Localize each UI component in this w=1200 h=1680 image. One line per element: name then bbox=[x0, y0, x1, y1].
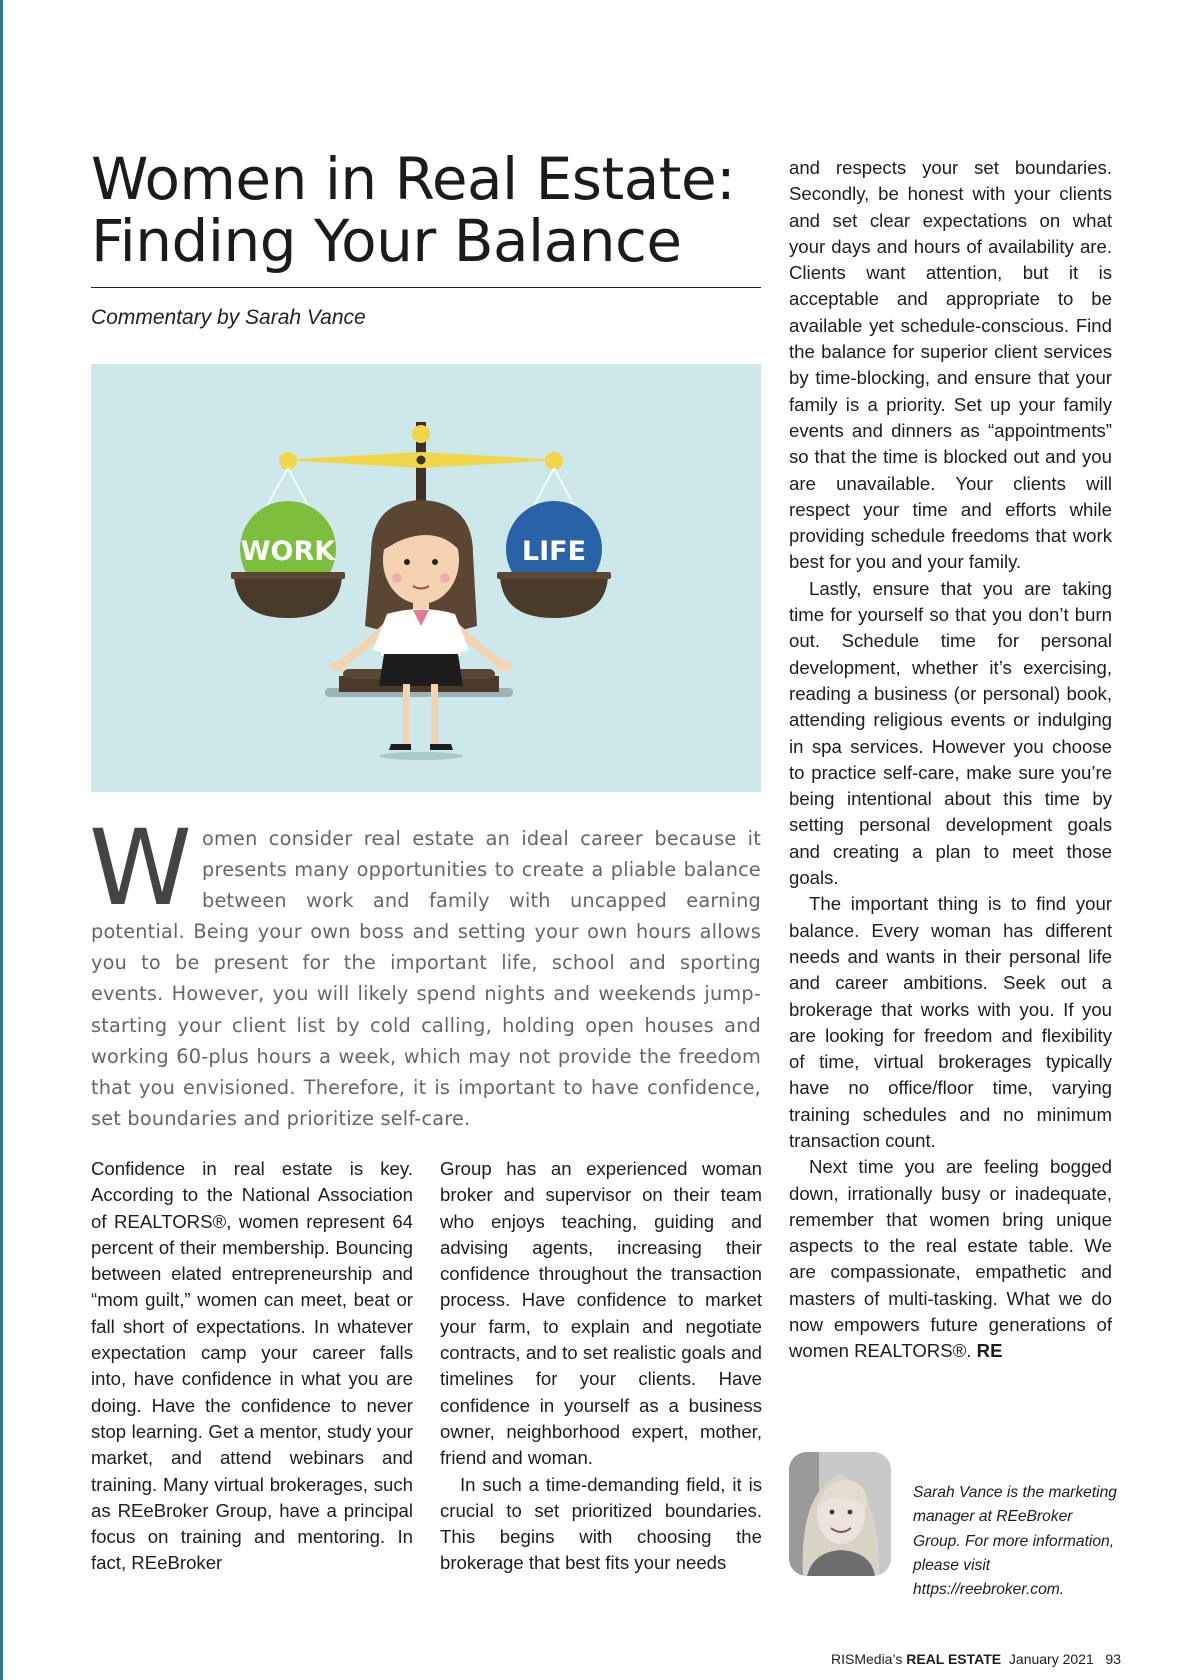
author-photo bbox=[789, 1452, 891, 1576]
title-line-1: Women in Real Estate: bbox=[91, 145, 736, 213]
work-bowl-rim bbox=[231, 572, 345, 579]
life-bowl-rim bbox=[497, 572, 611, 579]
woman-left-cheek bbox=[392, 573, 402, 583]
body-paragraph: The important thing is to find your balance. Every woman has different needs and wants in their personal life and career ambitions. Seek out a brokerage that works with you. If you are looking for freedom and flexibility of time, virtual brokerages typically have no office/floor time, varying training schedules and no minimum transaction count. bbox=[789, 893, 1112, 1151]
end-mark: RE bbox=[976, 1340, 1003, 1362]
woman-right-shoe bbox=[430, 744, 453, 750]
woman-right-eye bbox=[432, 559, 438, 565]
life-label: LIFE bbox=[521, 536, 587, 567]
byline: Commentary by Sarah Vance bbox=[91, 306, 366, 329]
final-paragraph-text: Next time you are feeling bogged down, irrationally busy or inadequate, remember that women bring unique aspects to the real estate table. We are compassionate, empathetic and masters of multi-tasking. What we do now empowers future generations of women REALTORS®. bbox=[789, 1156, 1112, 1362]
beam-pivot bbox=[417, 456, 426, 465]
woman-left-hand bbox=[330, 661, 346, 671]
beam-left-end bbox=[279, 452, 297, 470]
body-paragraph: Group has an experienced woman broker and supervisor on their team who enjoys teaching, guiding and advising agents, increasing their confidence throughout the transaction process. Have confidence to market your farm, to explain and negotiate contracts, and to set realistic goals and timelines for your clients. Have confidence in yourself as a business owner, neighborhood expert, mother, friend and woman. bbox=[440, 1158, 762, 1469]
body-column-3 bbox=[789, 155, 1112, 1365]
footer-issue: January 2021 bbox=[1008, 1651, 1094, 1667]
footer-publication: RISMedia’s bbox=[831, 1651, 903, 1667]
body-paragraph: Lastly, ensure that you are taking time for yourself so that you don’t burn out. Schedule time for personal development, whether it’s exercising, reading a business (or personal) book, attending religious events or indulging in spa services. However you choose to practice self-care, make sure you’re being intentional about this time by setting personal development goals and creating a plan to meet those goals. bbox=[789, 577, 1112, 889]
body-column-1 bbox=[91, 1156, 413, 1577]
author-portrait bbox=[789, 1452, 891, 1576]
scale-top-knob bbox=[412, 425, 430, 443]
page-footer bbox=[831, 1651, 1121, 1667]
body-paragraph: and respects your set boundaries. Secondly, be honest with your clients and set clear expectations on what your days and hours of availability are. Clients want attention, but it is acceptable and appropriate to be available yet schedule-conscious. Find the balance for superior client services by time-blocking, and ensure that your family is a priority. Set up your family events and dinners as “appointments” so that the time is blocked out and you are unavailable. Your clients will respect your time and efforts while providing schedule freedoms that work best for you and your family. bbox=[789, 157, 1112, 573]
title-line-2: Finding Your Balance bbox=[91, 207, 682, 275]
life-bowl bbox=[500, 577, 608, 618]
woman-left-leg bbox=[403, 684, 410, 744]
author-bio: Sarah Vance is the marketing manager at REeBroker Group. For more information, please visit https://reebroker.com. bbox=[913, 1484, 1117, 1599]
lead-text: omen consider real estate an ideal career because it presents many opportunities to create a pliable balance between work and family with uncapped earning potential. Being your own boss and setting your own hours allows you to be present for the important life, school and sporting events. However, you will likely spend nights and weekends jump-starting your client list by cold calling, holding open houses and working 60-plus hours a week, which may not provide the freedom that you envisioned. Therefore, it is important to have confidence, set boundaries and prioritize self-care. bbox=[91, 827, 761, 1130]
lead-paragraph bbox=[89, 807, 761, 1134]
page-edge-line bbox=[0, 0, 3, 1680]
woman-left-eye bbox=[404, 559, 410, 565]
body-column-2 bbox=[440, 1156, 762, 1577]
woman-right-leg bbox=[431, 684, 438, 744]
scale-woman-illustration bbox=[91, 364, 761, 792]
page-number: 93 bbox=[1105, 1651, 1121, 1667]
article-title bbox=[91, 145, 771, 275]
beam-right-end bbox=[545, 452, 563, 470]
woman-right-cheek bbox=[440, 573, 450, 583]
body-paragraph: Confidence in real estate is key. According to the National Association of REALTORS®, women represent 64 percent of their membership. Bouncing between elated entrepreneurship and “mom guilt,” women can meet, beat or fall short of expectations. In whatever expectation camp your career falls into, have confidence in what you are doing. Have the confidence to never stop learning. Get a mentor, study your market, and attend webinars and training. Many virtual brokerages, such as REeBroker Group, have a principal focus on training and mentoring. In fact, REeBroker bbox=[91, 1158, 413, 1574]
drop-cap: W bbox=[89, 807, 193, 929]
woman-left-shoe bbox=[389, 744, 411, 750]
woman-skirt bbox=[379, 654, 463, 686]
body-paragraph: In such a time-demanding field, it is crucial to set prioritized boundaries. This begins with choosing the brokerage that best fits your needs bbox=[440, 1473, 762, 1574]
woman-right-hand bbox=[496, 661, 512, 671]
floor-shadow bbox=[379, 752, 463, 760]
body-paragraph-final bbox=[789, 1154, 1112, 1364]
work-bowl bbox=[234, 577, 342, 618]
balance-illustration bbox=[91, 364, 761, 792]
work-label: WORK bbox=[240, 536, 336, 567]
title-divider bbox=[91, 287, 761, 288]
footer-section: REAL ESTATE bbox=[906, 1651, 1002, 1667]
